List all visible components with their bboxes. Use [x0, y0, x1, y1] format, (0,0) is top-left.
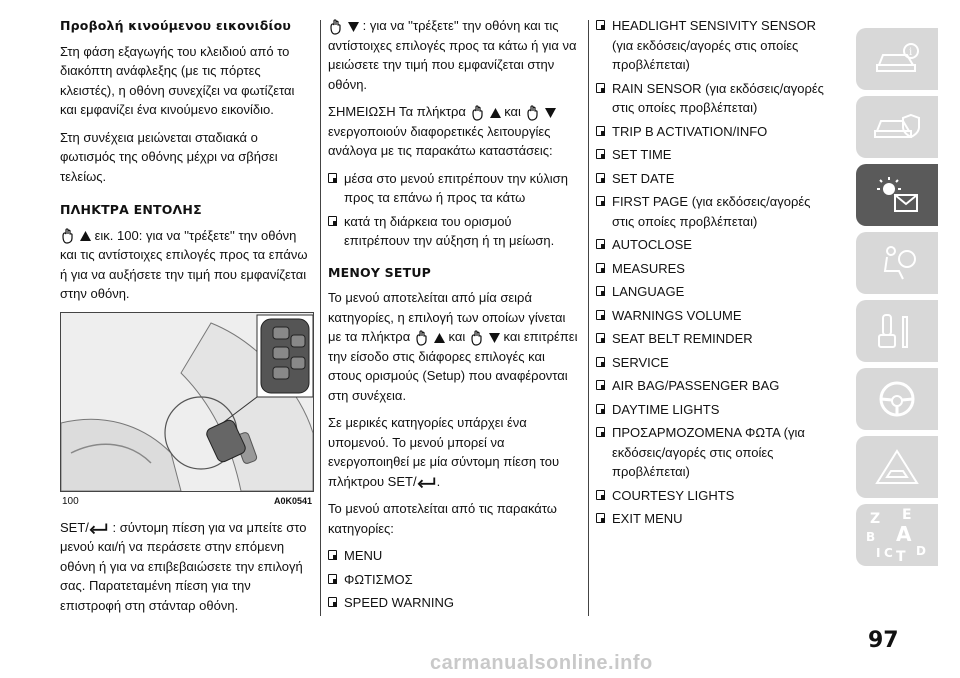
index-letter: B [866, 530, 876, 544]
paragraph: Στη συνέχεια μειώνεται σταδιακά ο φωτισμός της οθόνης μέχρι να σβήσει τελείως. [60, 129, 278, 184]
bullet-box-icon [596, 513, 605, 523]
car-info-icon [873, 41, 921, 77]
list-item: SEAT BELT REMINDER [596, 329, 826, 349]
list-item: HEADLIGHT SENSIVITY SENSOR (για εκδόσεις/αγορές στις οποίες προβλέπεται) [596, 16, 826, 75]
list-item: EXIT MENU [596, 509, 826, 529]
paragraph [328, 288, 580, 405]
index-letter: E [902, 507, 912, 523]
paragraph-text: : σύντομη πίεση για να μπείτε στο μενού και/ή να περάσετε στην επόμενη οθόνη ή για να επιβεβαιώσετε την επιλογή σας. Παρατεταμένη πίεση για την επιστροφή στη στάνταρ οθόνη. [60, 519, 307, 613]
hand-press-icon [414, 330, 434, 346]
list-item: SET TIME [596, 145, 826, 165]
tab-index[interactable] [856, 504, 938, 566]
index-letter: D [916, 544, 926, 558]
bullet-box-icon [596, 427, 605, 437]
steering-wheel-icon [873, 379, 921, 419]
tab-car-info[interactable] [856, 28, 938, 90]
tab-dashboard-lights[interactable] [856, 164, 938, 226]
return-arrow-icon [89, 520, 109, 536]
bullet-box-icon [328, 216, 337, 226]
list-item: AIR BAG/PASSENGER BAG [596, 376, 826, 396]
tab-car-safety[interactable] [856, 96, 938, 158]
tab-airbag-seat[interactable] [856, 232, 938, 294]
paragraph-text: . [436, 473, 441, 489]
paragraph [60, 226, 312, 304]
section-heading: ΠΛΗΚΤΡΑ ΕΝΤΟΛΗΣ [60, 202, 202, 217]
column-divider [588, 20, 589, 616]
paragraph: Στη φάση εξαγωγής του κλειδιού από το διακόπτη ανάφλεξης (με τις πόρτες κλειστές), η οθόνη συνεχίζει να φωτίζεται και εμφανίζει ένα κινούμενο εικονίδιο. [60, 43, 295, 117]
bullet-box-icon [596, 490, 605, 500]
airbag-seat-icon [873, 245, 921, 281]
service-tools-icon [873, 313, 921, 349]
list-item: COURTESY LIGHTS [596, 486, 826, 506]
bullet-box-icon [596, 20, 605, 30]
bullet-box-icon [596, 357, 605, 367]
bullet-box-icon [596, 333, 605, 343]
list-item: FIRST PAGE (για εκδόσεις/αγορές στις οποίες προβλέπεται) [596, 192, 826, 231]
arrow-down-icon [489, 333, 500, 343]
bullet-box-icon [596, 149, 605, 159]
index-letter: A [896, 522, 912, 546]
chapter-tabs [856, 28, 960, 572]
section-heading: Προβολή κινούμενου εικονιδίου [60, 18, 292, 33]
warning-triangle-icon [873, 449, 921, 485]
paragraph [60, 518, 312, 616]
index-alphabet-icon [862, 507, 932, 563]
arrow-up-icon [80, 231, 91, 241]
paragraph-text: και [504, 104, 521, 119]
paragraph-text: Σε μερικές κατηγορίες υπάρχει ένα υπομενού. Το μενού μπορεί να ενεργοποιηθεί με μία σύντομη πίεση του πλήκτρου SET/ [328, 415, 560, 489]
list-item: MENU [328, 546, 580, 566]
column-2 [328, 16, 580, 617]
list-item: MEASURES [596, 259, 826, 279]
index-letter: C [884, 546, 893, 560]
list-item: μέσα στο μενού επιτρέπουν την κύλιση προς τα επάνω ή προς τα κάτω [328, 169, 580, 208]
paragraph [328, 413, 580, 491]
return-arrow-icon [417, 474, 437, 490]
column-3 [596, 16, 826, 533]
list-item: ΠΡΟΣΑΡΜΟΖΟΜΕΝΑ ΦΩΤΑ (για εκδόσεις/αγορές στις οποίες προβλέπεται) [596, 423, 826, 482]
figure-code: A0K0541 [273, 495, 312, 506]
tab-service-tools[interactable] [856, 300, 938, 362]
list-item: SERVICE [596, 353, 826, 373]
index-letter: I [876, 546, 881, 560]
bullet-box-icon [596, 263, 605, 273]
list-item: ΦΩΤΙΣΜΟΣ [328, 570, 580, 590]
figure-100 [60, 312, 314, 492]
bullet-box-icon [328, 173, 337, 183]
bullet-box-icon [596, 380, 605, 390]
paragraph: Το μενού αποτελείται από τις παρακάτω κατηγορίες: [328, 501, 557, 536]
list [596, 16, 826, 529]
paragraph-text: εικ. 100: για να ''τρέξετε'' την οθόνη και τις αντίστοιχες επιλογές προς τα επάνω ή για να αυξήσετε την τιμή που εμφανίζεται στην οθόνη. [60, 227, 308, 301]
list-item: RAIN SENSOR (για εκδόσεις/αγορές στις οποίες προβλέπεται) [596, 79, 826, 118]
list-item: DAYTIME LIGHTS [596, 400, 826, 420]
paragraph-text: και επιτρέπει την είσοδο στις διάφορες επιλογές και στους ορισμούς (Setup) που αναφέρονται στη συνέχεια. [328, 329, 578, 403]
tab-steering-wheel[interactable] [856, 368, 938, 430]
paragraph-text: ΣΗΜΕΙΩΣΗ Τα πλήκτρα [328, 104, 466, 119]
arrow-up-icon [490, 108, 501, 118]
list-item: LANGUAGE [596, 282, 826, 302]
watermark: carmanualsonline.info [430, 652, 653, 674]
bullet-box-icon [596, 126, 605, 136]
list-item: WARNINGS VOLUME [596, 306, 826, 326]
car-safety-icon [873, 109, 921, 145]
set-key-label: SET/ [60, 519, 89, 535]
bullet-box-icon [596, 286, 605, 296]
hand-press-icon [469, 330, 489, 346]
hand-press-icon [470, 105, 490, 121]
index-letter: Z [870, 511, 881, 527]
arrow-down-icon [348, 22, 359, 32]
list-item: TRIP B ACTIVATION/INFO [596, 122, 826, 142]
list-item: SET DATE [596, 169, 826, 189]
dashboard-lights-icon [873, 175, 921, 215]
hand-press-icon [525, 105, 545, 121]
list [328, 169, 580, 251]
page-number: 97 [868, 628, 899, 653]
bullet-box-icon [596, 196, 605, 206]
paragraph-text: : για να ''τρέξετε'' την οθόνη και τις αντίστοιχες επιλογές προς τα κάτω ή για να μειώσετε την τιμή που εμφανίζεται στην οθόνη. [328, 18, 577, 92]
paragraph-text: Το μενού αποτελείται από μία σειρά κατηγορίες, η επιλογή των οποίων γίνεται με τα πλήκτρα [328, 290, 566, 344]
list-item: κατά τη διάρκεια του ορισμού επιτρέπουν την αύξηση ή τη μείωση. [328, 212, 580, 251]
bullet-box-icon [596, 83, 605, 93]
section-heading: ΜΕΝΟΥ SETUP [328, 264, 432, 280]
bullet-box-icon [328, 597, 337, 607]
list-item: SPEED WARNING [328, 593, 580, 613]
figure-number: 100 [62, 495, 79, 507]
tab-warning[interactable] [856, 436, 938, 498]
hand-press-icon [60, 228, 80, 244]
bullet-box-icon [328, 550, 337, 560]
index-letter: T [896, 549, 906, 563]
list-item: AUTOCLOSE [596, 235, 826, 255]
paragraph-text: και [448, 329, 466, 344]
paragraph-text: ενεργοποιούν διαφορετικές λειτουργίες ανάλογα με τις παρακάτω καταστάσεις: [328, 123, 553, 158]
bullet-box-icon [596, 404, 605, 414]
steering-wheel-buttons-illustration [61, 313, 313, 491]
list [328, 546, 580, 613]
bullet-box-icon [328, 574, 337, 584]
arrow-up-icon [434, 333, 445, 343]
arrow-down-icon [545, 108, 556, 118]
paragraph [328, 16, 580, 94]
hand-press-icon [328, 19, 348, 35]
bullet-box-icon [596, 310, 605, 320]
paragraph [328, 102, 580, 161]
column-1 [60, 16, 312, 623]
bullet-box-icon [596, 173, 605, 183]
svg-text:i: i [909, 47, 913, 58]
column-divider [320, 20, 321, 616]
bullet-box-icon [596, 239, 605, 249]
